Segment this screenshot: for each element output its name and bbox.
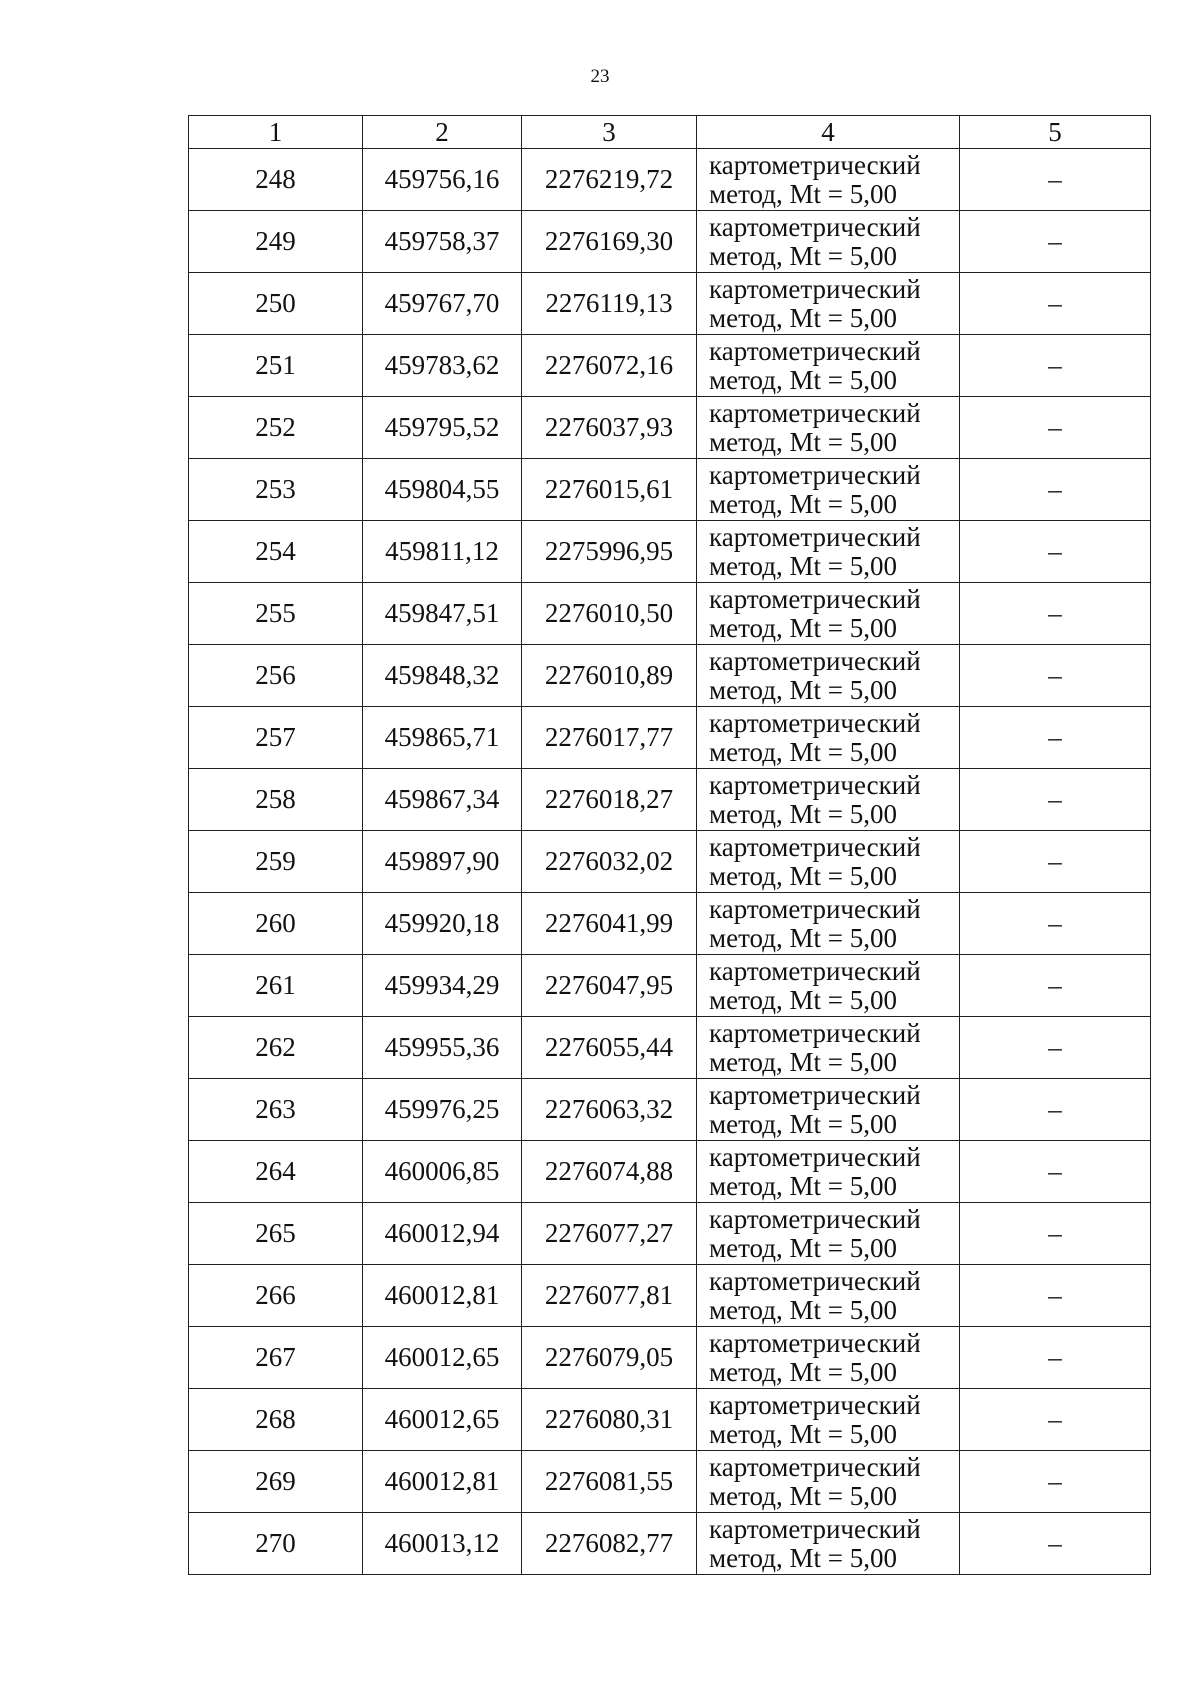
- y-coordinate-cell: 2276077,81: [522, 1265, 697, 1327]
- note-cell: –: [960, 1017, 1151, 1079]
- header-col-4: 4: [697, 116, 960, 149]
- method-line-1: картометрический: [709, 1079, 921, 1110]
- x-coordinate-cell: 460012,81: [363, 1265, 522, 1327]
- table-row: [189, 1079, 1151, 1141]
- method-line-1: картометрический: [709, 521, 921, 552]
- method-line-1: картометрический: [709, 583, 921, 614]
- x-coordinate-cell: 460012,81: [363, 1451, 522, 1513]
- method-cell: [697, 211, 960, 273]
- table-row: [189, 521, 1151, 583]
- table-header: [189, 116, 1151, 149]
- method-cell: [697, 645, 960, 707]
- y-coordinate-cell: 2276079,05: [522, 1327, 697, 1389]
- method-line-2: метод, Mt = 5,00: [709, 302, 897, 333]
- y-coordinate-cell: 2276015,61: [522, 459, 697, 521]
- note-cell: –: [960, 583, 1151, 645]
- method-cell: [697, 1079, 960, 1141]
- y-coordinate-cell: 2276219,72: [522, 149, 697, 211]
- method-line-2: метод, Mt = 5,00: [709, 798, 897, 829]
- method-line-1: картометрический: [709, 645, 921, 676]
- note-cell: –: [960, 1513, 1151, 1575]
- x-coordinate-cell: 459897,90: [363, 831, 522, 893]
- method-cell: [697, 1327, 960, 1389]
- y-coordinate-cell: 2276018,27: [522, 769, 697, 831]
- method-line-2: метод, Mt = 5,00: [709, 1480, 897, 1511]
- table-row: [189, 1141, 1151, 1203]
- x-coordinate-cell: 459865,71: [363, 707, 522, 769]
- method-cell: [697, 893, 960, 955]
- x-coordinate-cell: 459955,36: [363, 1017, 522, 1079]
- method-line-2: метод, Mt = 5,00: [709, 364, 897, 395]
- table-row: [189, 583, 1151, 645]
- note-cell: –: [960, 1203, 1151, 1265]
- x-coordinate-cell: 459758,37: [363, 211, 522, 273]
- method-line-1: картометрический: [709, 397, 921, 428]
- table-row: [189, 1451, 1151, 1513]
- method-line-2: метод, Mt = 5,00: [709, 426, 897, 457]
- method-line-2: метод, Mt = 5,00: [709, 1294, 897, 1325]
- method-cell: [697, 1389, 960, 1451]
- method-line-2: метод, Mt = 5,00: [709, 240, 897, 271]
- note-cell: –: [960, 459, 1151, 521]
- method-cell: [697, 1513, 960, 1575]
- page-number: 23: [590, 66, 610, 87]
- method-line-1: картометрический: [709, 273, 921, 304]
- note-cell: –: [960, 1079, 1151, 1141]
- method-line-1: картометрический: [709, 769, 921, 800]
- table-row: [189, 1265, 1151, 1327]
- header-col-5: 5: [960, 116, 1151, 149]
- method-cell: [697, 1451, 960, 1513]
- note-cell: –: [960, 273, 1151, 335]
- note-cell: –: [960, 769, 1151, 831]
- method-line-1: картометрический: [709, 831, 921, 862]
- y-coordinate-cell: 2276169,30: [522, 211, 697, 273]
- method-line-1: картометрический: [709, 1513, 921, 1544]
- method-cell: [697, 583, 960, 645]
- y-coordinate-cell: 2276041,99: [522, 893, 697, 955]
- point-number-cell: 257: [189, 707, 363, 769]
- x-coordinate-cell: 460013,12: [363, 1513, 522, 1575]
- note-cell: –: [960, 211, 1151, 273]
- method-cell: [697, 1017, 960, 1079]
- point-number-cell: 265: [189, 1203, 363, 1265]
- x-coordinate-cell: 459920,18: [363, 893, 522, 955]
- x-coordinate-cell: 460006,85: [363, 1141, 522, 1203]
- x-coordinate-cell: 459783,62: [363, 335, 522, 397]
- method-cell: [697, 397, 960, 459]
- note-cell: –: [960, 1327, 1151, 1389]
- table-row: [189, 459, 1151, 521]
- method-line-2: метод, Mt = 5,00: [709, 488, 897, 519]
- method-line-1: картометрический: [709, 1141, 921, 1172]
- point-number-cell: 255: [189, 583, 363, 645]
- y-coordinate-cell: 2276010,50: [522, 583, 697, 645]
- y-coordinate-cell: 2275996,95: [522, 521, 697, 583]
- x-coordinate-cell: 459847,51: [363, 583, 522, 645]
- x-coordinate-cell: 459804,55: [363, 459, 522, 521]
- y-coordinate-cell: 2276082,77: [522, 1513, 697, 1575]
- table-row: [189, 397, 1151, 459]
- point-number-cell: 261: [189, 955, 363, 1017]
- method-line-1: картометрический: [709, 211, 921, 242]
- method-line-2: метод, Mt = 5,00: [709, 1108, 897, 1139]
- method-cell: [697, 955, 960, 1017]
- note-cell: –: [960, 335, 1151, 397]
- table-row: [189, 1203, 1151, 1265]
- y-coordinate-cell: 2276081,55: [522, 1451, 697, 1513]
- x-coordinate-cell: 459848,32: [363, 645, 522, 707]
- x-coordinate-cell: 459811,12: [363, 521, 522, 583]
- method-cell: [697, 831, 960, 893]
- y-coordinate-cell: 2276074,88: [522, 1141, 697, 1203]
- point-number-cell: 262: [189, 1017, 363, 1079]
- table-row: [189, 831, 1151, 893]
- note-cell: –: [960, 1141, 1151, 1203]
- table-row: [189, 707, 1151, 769]
- method-cell: [697, 149, 960, 211]
- x-coordinate-cell: 460012,65: [363, 1389, 522, 1451]
- note-cell: –: [960, 149, 1151, 211]
- table-row: [189, 273, 1151, 335]
- method-line-2: метод, Mt = 5,00: [709, 1356, 897, 1387]
- method-cell: [697, 1265, 960, 1327]
- point-number-cell: 251: [189, 335, 363, 397]
- point-number-cell: 248: [189, 149, 363, 211]
- method-line-2: метод, Mt = 5,00: [709, 922, 897, 953]
- method-line-1: картометрический: [709, 149, 921, 180]
- x-coordinate-cell: 459976,25: [363, 1079, 522, 1141]
- method-line-2: метод, Mt = 5,00: [709, 674, 897, 705]
- coordinates-table: [188, 115, 1151, 1575]
- method-line-2: метод, Mt = 5,00: [709, 550, 897, 581]
- method-line-2: метод, Mt = 5,00: [709, 1046, 897, 1077]
- header-row: [189, 116, 1151, 149]
- note-cell: –: [960, 645, 1151, 707]
- note-cell: –: [960, 1451, 1151, 1513]
- point-number-cell: 252: [189, 397, 363, 459]
- table-row: [189, 645, 1151, 707]
- method-cell: [697, 1203, 960, 1265]
- y-coordinate-cell: 2276032,02: [522, 831, 697, 893]
- method-line-1: картометрический: [709, 335, 921, 366]
- x-coordinate-cell: 460012,94: [363, 1203, 522, 1265]
- table-row: [189, 955, 1151, 1017]
- method-line-1: картометрический: [709, 1389, 921, 1420]
- method-cell: [697, 335, 960, 397]
- method-cell: [697, 769, 960, 831]
- point-number-cell: 270: [189, 1513, 363, 1575]
- x-coordinate-cell: 459767,70: [363, 273, 522, 335]
- method-line-2: метод, Mt = 5,00: [709, 1418, 897, 1449]
- method-line-1: картометрический: [709, 1327, 921, 1358]
- y-coordinate-cell: 2276037,93: [522, 397, 697, 459]
- method-line-1: картометрический: [709, 1265, 921, 1296]
- table-row: [189, 1327, 1151, 1389]
- point-number-cell: 256: [189, 645, 363, 707]
- table-row: [189, 769, 1151, 831]
- method-line-1: картометрический: [709, 893, 921, 924]
- point-number-cell: 268: [189, 1389, 363, 1451]
- table-row: [189, 149, 1151, 211]
- point-number-cell: 266: [189, 1265, 363, 1327]
- y-coordinate-cell: 2276063,32: [522, 1079, 697, 1141]
- y-coordinate-cell: 2276072,16: [522, 335, 697, 397]
- method-line-1: картометрический: [709, 707, 921, 738]
- note-cell: –: [960, 893, 1151, 955]
- method-line-2: метод, Mt = 5,00: [709, 860, 897, 891]
- table-row: [189, 211, 1151, 273]
- method-cell: [697, 707, 960, 769]
- header-col-3: 3: [522, 116, 697, 149]
- point-number-cell: 249: [189, 211, 363, 273]
- method-cell: [697, 459, 960, 521]
- table-row: [189, 1389, 1151, 1451]
- table-row: [189, 1513, 1151, 1575]
- method-cell: [697, 273, 960, 335]
- point-number-cell: 258: [189, 769, 363, 831]
- table-row: [189, 1017, 1151, 1079]
- y-coordinate-cell: 2276010,89: [522, 645, 697, 707]
- x-coordinate-cell: 459795,52: [363, 397, 522, 459]
- method-line-1: картометрический: [709, 459, 921, 490]
- y-coordinate-cell: 2276077,27: [522, 1203, 697, 1265]
- point-number-cell: 264: [189, 1141, 363, 1203]
- y-coordinate-cell: 2276055,44: [522, 1017, 697, 1079]
- method-cell: [697, 521, 960, 583]
- note-cell: –: [960, 397, 1151, 459]
- x-coordinate-cell: 460012,65: [363, 1327, 522, 1389]
- point-number-cell: 254: [189, 521, 363, 583]
- point-number-cell: 267: [189, 1327, 363, 1389]
- y-coordinate-cell: 2276119,13: [522, 273, 697, 335]
- method-line-2: метод, Mt = 5,00: [709, 178, 897, 209]
- table-row: [189, 893, 1151, 955]
- header-col-1: 1: [189, 116, 363, 149]
- method-line-1: картометрический: [709, 1451, 921, 1482]
- point-number-cell: 263: [189, 1079, 363, 1141]
- method-line-2: метод, Mt = 5,00: [709, 736, 897, 767]
- x-coordinate-cell: 459934,29: [363, 955, 522, 1017]
- method-line-2: метод, Mt = 5,00: [709, 1542, 897, 1573]
- x-coordinate-cell: 459756,16: [363, 149, 522, 211]
- method-line-1: картометрический: [709, 1017, 921, 1048]
- note-cell: –: [960, 707, 1151, 769]
- point-number-cell: 250: [189, 273, 363, 335]
- method-line-2: метод, Mt = 5,00: [709, 1232, 897, 1263]
- table-row: [189, 335, 1151, 397]
- method-line-1: картометрический: [709, 955, 921, 986]
- note-cell: –: [960, 1265, 1151, 1327]
- point-number-cell: 259: [189, 831, 363, 893]
- table-body: [189, 149, 1151, 1575]
- y-coordinate-cell: 2276080,31: [522, 1389, 697, 1451]
- note-cell: –: [960, 955, 1151, 1017]
- x-coordinate-cell: 459867,34: [363, 769, 522, 831]
- point-number-cell: 269: [189, 1451, 363, 1513]
- method-line-2: метод, Mt = 5,00: [709, 1170, 897, 1201]
- note-cell: –: [960, 521, 1151, 583]
- method-line-1: картометрический: [709, 1203, 921, 1234]
- y-coordinate-cell: 2276017,77: [522, 707, 697, 769]
- note-cell: –: [960, 831, 1151, 893]
- point-number-cell: 260: [189, 893, 363, 955]
- y-coordinate-cell: 2276047,95: [522, 955, 697, 1017]
- point-number-cell: 253: [189, 459, 363, 521]
- method-cell: [697, 1141, 960, 1203]
- method-line-2: метод, Mt = 5,00: [709, 612, 897, 643]
- note-cell: –: [960, 1389, 1151, 1451]
- header-col-2: 2: [363, 116, 522, 149]
- method-line-2: метод, Mt = 5,00: [709, 984, 897, 1015]
